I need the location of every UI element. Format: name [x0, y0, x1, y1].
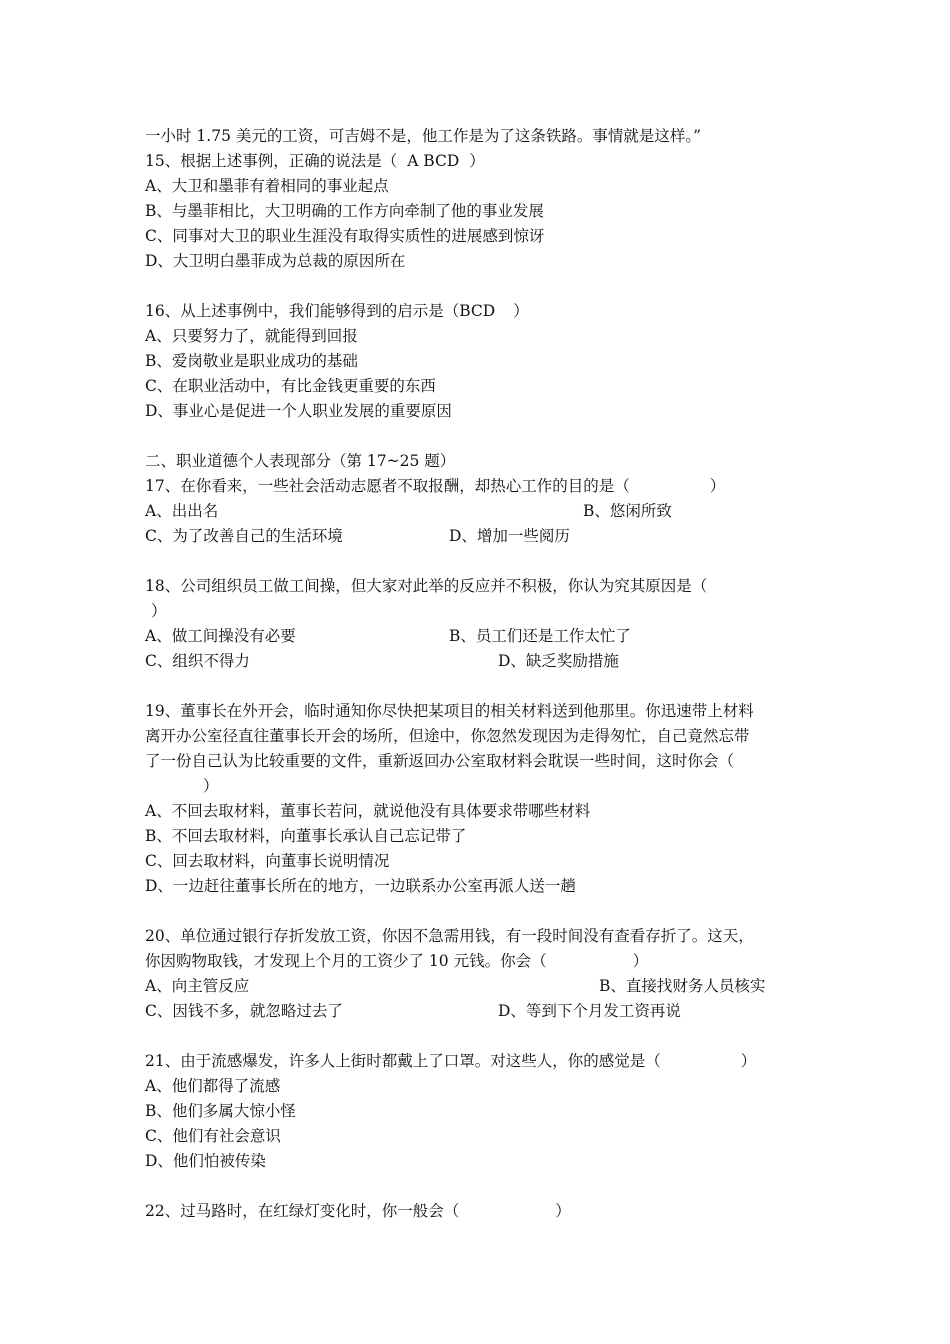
question-17-options-row-2: [145, 524, 815, 549]
question-18-options-row-2: [145, 649, 815, 674]
question-16-answer: BCD: [459, 302, 496, 320]
question-20-options-row-1: [145, 974, 815, 999]
question-19-line-3: 了一份自己认为比较重要的文件，重新返回办公室取材料会耽误一些时间，这时你会（: [145, 752, 735, 770]
question-17-close: ）: [709, 477, 726, 495]
question-17-stem: [145, 474, 815, 499]
question-15-answer: A BCD: [407, 152, 460, 170]
question-21-option-a: A、他们都得了流感: [145, 1077, 281, 1095]
question-15-option-a: A、大卫和墨菲有着相同的事业起点: [145, 177, 389, 195]
question-20-option-a: A、向主管反应: [145, 977, 250, 995]
question-20-option-b: B、直接找财务人员核实: [599, 977, 766, 995]
question-16-option-c: C、在职业活动中，有比金钱更重要的东西: [145, 377, 436, 395]
question-22-stem: [145, 1199, 815, 1224]
question-21-option-d: D、他们怕被传染: [145, 1152, 266, 1170]
question-20-close: ）: [632, 952, 649, 970]
question-16-option-a: A、只要努力了，就能得到回报: [145, 327, 358, 345]
question-19-option-a: A、不回去取材料，董事长若问，就说他没有具体要求带哪些材料: [145, 802, 591, 820]
question-17-text: 17、在你看来，一些社会活动志愿者不取报酬，却热心工作的目的是（: [145, 477, 630, 495]
question-20-line-1: 20、单位通过银行存折发放工资，你因不急需用钱，有一段时间没有查看存折了。这天，: [145, 927, 754, 945]
question-16-option-b: B、爱岗敬业是职业成功的基础: [145, 352, 358, 370]
question-17-option-b: B、悠闲所致: [583, 502, 672, 520]
question-19-option-d: D、一边赶往董事长所在的地方，一边联系办公室再派人送一趟: [145, 877, 576, 895]
question-15-stem: [145, 149, 815, 174]
document-page: [145, 124, 815, 1224]
question-15-option-c: C、同事对大卫的职业生涯没有取得实质性的进展感到惊讶: [145, 227, 545, 245]
question-17-options-row-1: [145, 499, 815, 524]
question-16-text: 16、从上述事例中，我们能够得到的启示是（: [145, 302, 460, 320]
intro-line: 一小时 1.75 美元的工资，可吉姆不是，他工作是为了这条铁路。事情就是这样。”: [145, 127, 702, 145]
section-2-heading: 二、职业道德个人表现部分（第 17~25 题）: [145, 452, 456, 470]
question-21-option-b: B、他们多属大惊小怪: [145, 1102, 296, 1120]
question-20-options-row-2: [145, 999, 815, 1024]
question-18-options-row-1: [145, 624, 815, 649]
question-15-option-b: B、与墨菲相比，大卫明确的工作方向牵制了他的事业发展: [145, 202, 544, 220]
question-16-stem: [145, 299, 815, 324]
question-21-text: 21、由于流感爆发，许多人上街时都戴上了口罩。对这些人，你的感觉是（: [145, 1052, 661, 1070]
question-20-text: 你因购物取钱，才发现上个月的工资少了 10 元钱。你会（: [145, 952, 547, 970]
question-18-option-d: D、缺乏奖励措施: [498, 652, 619, 670]
question-18-option-b: B、员工们还是工作太忙了: [449, 627, 631, 645]
question-19-option-c: C、回去取材料，向董事长说明情况: [145, 852, 390, 870]
question-20-option-c: C、因钱不多，就忽略过去了: [145, 1002, 343, 1020]
question-22-text: 22、过马路时，在红绿灯变化时，你一般会（: [145, 1202, 460, 1220]
question-16-option-d: D、事业心是促进一个人职业发展的重要原因: [145, 402, 452, 420]
question-20-line-2: [145, 949, 815, 974]
question-19-close: ）: [203, 777, 219, 795]
question-16-close: ）: [513, 302, 529, 320]
question-21-stem: [145, 1049, 815, 1074]
question-18-option-a: A、做工间操没有必要: [145, 627, 296, 645]
question-18-option-c: C、组织不得力: [145, 652, 250, 670]
question-17-option-d: D、增加一些阅历: [449, 527, 570, 545]
question-19-line-1: 19、董事长在外开会，临时通知你尽快把某项目的相关材料送到他那里。你迅速带上材料: [145, 702, 754, 720]
question-15-text: 15、根据上述事例，正确的说法是（: [145, 152, 398, 170]
question-19-option-b: B、不回去取材料，向董事长承认自己忘记带了: [145, 827, 467, 845]
question-18-close: ）: [151, 602, 167, 620]
question-15-option-d: D、大卫明白墨菲成为总裁的原因所在: [145, 252, 406, 270]
question-15-close: ）: [469, 152, 485, 170]
question-17-option-a: A、出出名: [145, 502, 219, 520]
question-19-line-2: 离开办公室径直往董事长开会的场所，但途中，你忽然发现因为走得匆忙，自己竟然忘带: [145, 727, 750, 745]
question-18-stem: 18、公司组织员工做工间操，但大家对此举的反应并不积极，你认为究其原因是（: [145, 577, 708, 595]
question-21-close: ）: [740, 1052, 757, 1070]
question-20-option-d: D、等到下个月发工资再说: [498, 1002, 681, 1020]
question-22-close: ）: [555, 1202, 571, 1220]
question-21-option-c: C、他们有社会意识: [145, 1127, 281, 1145]
question-17-option-c: C、为了改善自己的生活环境: [145, 527, 343, 545]
